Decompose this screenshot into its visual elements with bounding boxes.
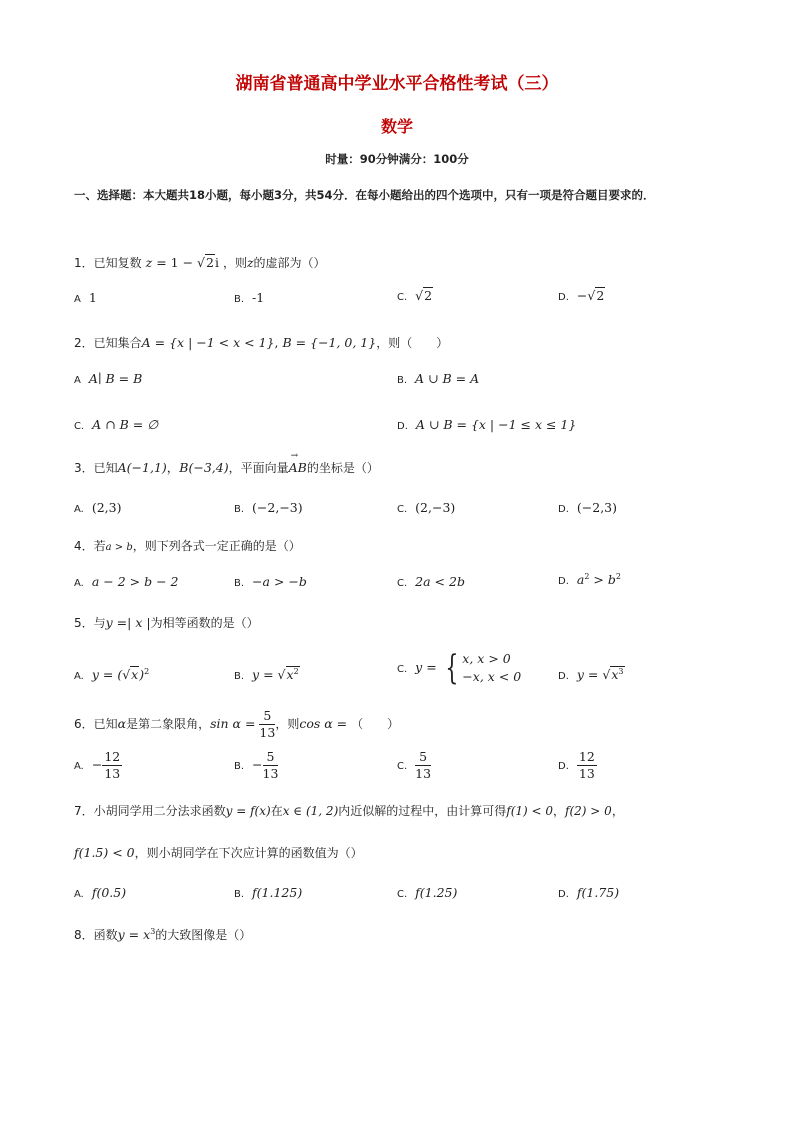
q6-option-d[interactable]: D. $\frac{12}{13}$ [558,749,595,781]
page-title: 湖南省普通高中学业水平合格性考试（三） [235,74,559,94]
question-1: 1．已知复数 z = 1 − √2i ，则z的虚部为（） [74,255,326,270]
q5-option-c[interactable]: C. y = { x, x > 0 −x, x < 0 [397,648,522,688]
subject-heading: 数学 [380,117,413,136]
question-6: 6．已知α是第二象限角，sin α = $\frac{5}{13}$ ，则cos α = （ ） [74,708,400,740]
q6-option-b[interactable]: B. − $\frac{5}{13}$ [234,749,279,781]
question-7-line-1: 7．小胡同学用二分法求函数y = f(x)在x ∈ (1, 2)内近似解的过程中，由计算可得f(1) < 0，f(2) > 0， [74,804,624,818]
q3-option-d[interactable]: D. (−2,3) [558,500,617,515]
q1-option-a[interactable]: A 1 [74,290,97,305]
question-5: 5．与y =| x |为相等函数的是（） [74,615,259,630]
q4-option-d[interactable]: D. $a^2 > b^2$ [558,572,621,588]
q4-option-a[interactable]: A. a − 2 > b − 2 [74,574,179,589]
q2-option-d[interactable]: D. A ∪ B = {x | −1 ≤ x ≤ 1} [397,417,577,432]
q6-option-a[interactable]: A. − $\frac{12}{13}$ [74,749,121,781]
q2-option-b[interactable]: B. A ∪ B = A [397,371,480,386]
q7-option-b[interactable]: B. f(1.125) [234,885,303,900]
vector-ab: → AB [289,460,307,475]
q7-option-a[interactable]: A. f(0.5) [74,885,127,900]
q2-option-c[interactable]: C. A ∩ B = ∅ [74,417,159,432]
q4-option-b[interactable]: B. −a > −b [234,574,307,589]
section-header: 一、选择题：本大题共18小题，每小题3分，共54分．在每小题给出的四个选项中，只有一项是符合题目要求的． [74,188,655,202]
q1-option-b[interactable]: B. -1 [234,290,265,305]
brace-symbol: { [444,648,458,688]
q5-option-d[interactable]: D. $y = √x^3$ [558,667,624,683]
question-4: 4．若a > b，则下列各式一定正确的是（） [74,539,301,553]
question-8: 8．函数$y = x^3$的大致图像是（） [74,926,252,942]
question-2: 2．已知集合A = {x | −1 < x < 1}, B = {−1, 0, 1}，则（ ） [74,335,449,350]
question-7-line-2: f(1.5) < 0，则小胡同学在下次应计算的函数值为（） [74,845,363,860]
q2-option-a[interactable]: A A∣ B = B [74,371,143,386]
q3-option-b[interactable]: B. (−2,−3) [234,500,303,515]
q1-option-d[interactable]: D. −√2 [558,288,605,303]
q5-option-a[interactable]: A. $y = (√x)^2$ [74,667,150,683]
question-3: 3．已知A(−1,1)，B(−3,4)，平面向量→ AB的坐标是（） [74,458,734,476]
exam-time-info: 时量：90分钟满分：100分 [325,152,469,166]
q3-option-a[interactable]: A. (2,3) [74,500,122,515]
q7-option-d[interactable]: D. f(1.75) [558,885,620,900]
q1-option-c[interactable]: C. √2 [397,288,433,303]
sqrt-symbol: √2 [197,255,214,270]
q5-option-b[interactable]: B. $y = √x^2$ [234,667,299,683]
q4-option-c[interactable]: C. 2a < 2b [397,574,465,589]
q7-option-c[interactable]: C. f(1.25) [397,885,458,900]
q6-option-c[interactable]: C. $\frac{5}{13}$ [397,749,432,781]
q3-option-c[interactable]: C. (2,−3) [397,500,456,515]
